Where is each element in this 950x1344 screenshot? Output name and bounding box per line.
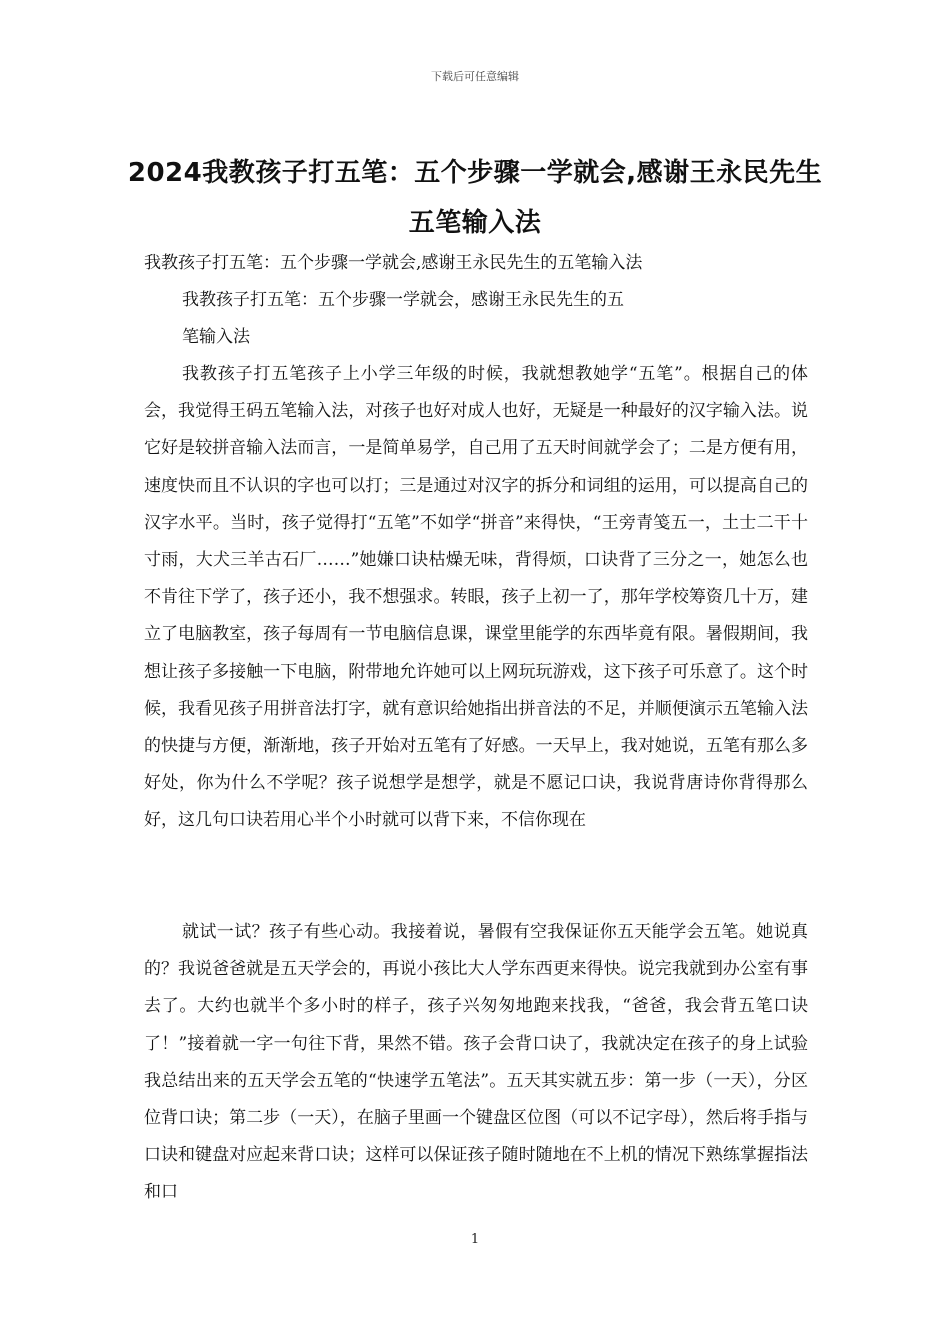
body-paragraph-1: 我教孩子打五笔孩子上小学三年级的时候，我就想教她学“五笔”。根据自己的体会，我觉得王码五笔输入法，对孩子也好对成人也好，无疑是一种最好的汉字输入法。说它好是较拼音输入法而言，一是简单易学，自己用了五天时间就学会了；二是方便有用，速度快而且不认识的字也可以打；三是通过对汉字的拆分和词组的运用，可以提高自己的汉字水平。当时，孩子觉得打“五笔”不如学“拼音”来得快，“王旁青笺五一，土士二干十寸雨，大犬三羊古石厂……”她嫌口诀枯燥无味，背得烦，口诀背了三分之一，她怎么也不肯往下学了，孩子还小，我不想强求。转眼，孩子上初一了，那年学校筹资几十万，建立了电脑教室，孩子每周有一节电脑信息课，课堂里能学的东西毕竟有限。暑假期间，我想让孩子多接触一下电脑，附带地允许她可以上网玩玩游戏，这下孩子可乐意了。这个时候，我看见孩子用拼音法打字，就有意识给她指出拼音法的不足，并顺便演示五笔输入法的快捷与方便，渐渐地，孩子开始对五笔有了好感。一天早上，我对她说，五笔有那么多好处，你为什么不学呢？孩子说想学是想学，就是不愿记口诀，我说背唐诗你背得那么好，这几句口诀若用心半个小时就可以背下来，不信你现在	[144, 364, 808, 831]
page-number: 1	[470, 1232, 480, 1247]
document-subtitle: 我教孩子打五笔：五个步骤一学就会,感谢王永民先生的五笔输入法	[144, 253, 643, 273]
page-header-note: 下载后可任意编辑	[431, 70, 519, 83]
document-title: 2024我教孩子打五笔：五个步骤一学就会,感谢王永民先生五笔输入法	[127, 158, 823, 238]
document-subtitle-2-line-2: 笔输入法	[182, 327, 250, 347]
body-paragraph-2: 就试一试？孩子有些心动。我接着说，暑假有空我保证你五天能学会五笔。她说真的？我说爸爸就是五天学会的，再说小孩比大人学东西更来得快。说完我就到办公室有事去了。大约也就半个多小时的样子，孩子兴匆匆地跑来找我，“爸爸，我会背五笔口诀了！”接着就一字一句往下背，果然不错。孩子会背口诀了，我就决定在孩子的身上试验我总结出来的五天学会五笔的“快速学五笔法”。五天其实就五步：第一步（一天），分区位背口诀；第二步（一天），在脑子里画一个键盘区位图（可以不记字母），然后将手指与口诀和键盘对应起来背口诀；这样可以保证孩子随时随地在不上机的情况下熟练掌握指法和口	[144, 922, 808, 1203]
document-subtitle-2-line-1: 我教孩子打五笔：五个步骤一学就会，感谢王永民先生的五	[182, 290, 624, 310]
